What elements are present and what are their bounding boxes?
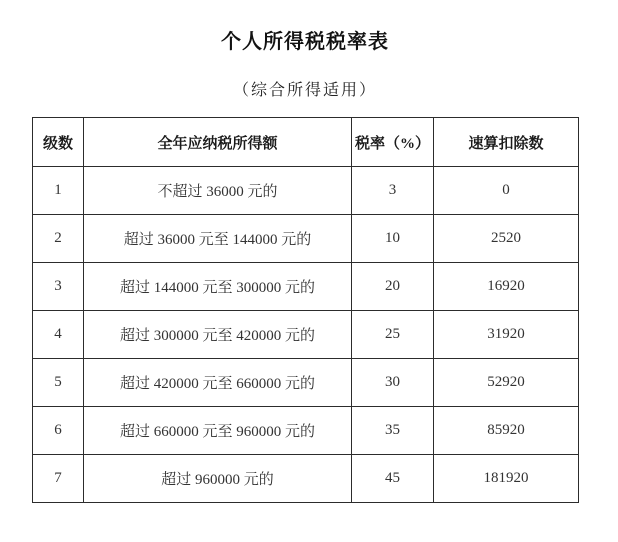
rate-cell: 3: [352, 167, 434, 215]
income-cell: 超过 420000 元至 660000 元的: [84, 359, 352, 407]
header-row: [33, 118, 579, 167]
deduction-cell: 16920: [434, 263, 579, 311]
col-header-rate: 税率（%）: [352, 118, 434, 167]
deduction-cell: 52920: [434, 359, 579, 407]
deduction-cell: 181920: [434, 455, 579, 503]
rate-cell: 35: [352, 407, 434, 455]
table-row: [33, 167, 579, 215]
level-cell: 5: [33, 359, 84, 407]
level-cell: 1: [33, 167, 84, 215]
tax-rate-table: [32, 117, 579, 503]
table-row: [33, 215, 579, 263]
level-cell: 2: [33, 215, 84, 263]
page-subtitle: （综合所得适用）: [232, 82, 377, 99]
income-cell: 超过 36000 元至 144000 元的: [84, 215, 352, 263]
deduction-cell: 31920: [434, 311, 579, 359]
income-cell: 超过 144000 元至 300000 元的: [84, 263, 352, 311]
rate-cell: 30: [352, 359, 434, 407]
income-cell: 超过 960000 元的: [84, 455, 352, 503]
table-row: [33, 407, 579, 455]
page-title: 个人所得税税率表: [221, 31, 389, 53]
level-cell: 7: [33, 455, 84, 503]
table-row: [33, 359, 579, 407]
income-cell: 不超过 36000 元的: [84, 167, 352, 215]
rate-cell: 20: [352, 263, 434, 311]
income-cell: 超过 300000 元至 420000 元的: [84, 311, 352, 359]
col-header-deduction: 速算扣除数: [434, 118, 579, 167]
deduction-cell: 2520: [434, 215, 579, 263]
table-row: [33, 263, 579, 311]
document-body: [32, 0, 578, 503]
deduction-cell: 0: [434, 167, 579, 215]
table-row: [33, 455, 579, 503]
income-cell: 超过 660000 元至 960000 元的: [84, 407, 352, 455]
table-row: [33, 311, 579, 359]
level-cell: 6: [33, 407, 84, 455]
col-header-level: 级数: [33, 118, 84, 167]
deduction-cell: 85920: [434, 407, 579, 455]
col-header-income: 全年应纳税所得额: [84, 118, 352, 167]
level-cell: 3: [33, 263, 84, 311]
level-cell: 4: [33, 311, 84, 359]
rate-cell: 10: [352, 215, 434, 263]
rate-cell: 25: [352, 311, 434, 359]
rate-cell: 45: [352, 455, 434, 503]
